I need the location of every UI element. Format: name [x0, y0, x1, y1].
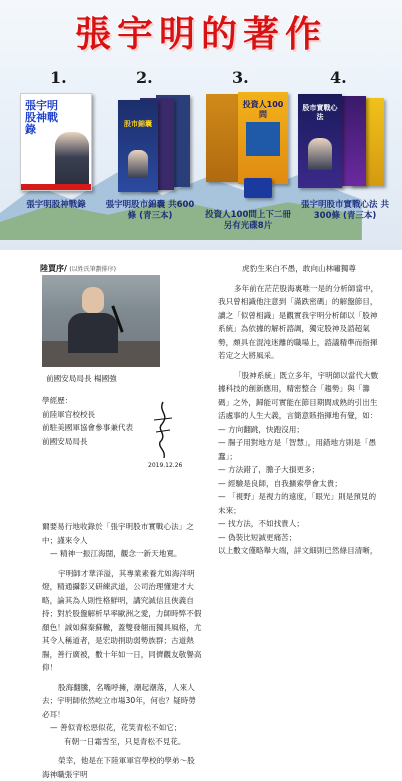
signature-date: 2019.12.26 [148, 462, 183, 469]
book-cover-title: 投資人100問 [242, 100, 284, 119]
book-caption: 投資人100問上下二冊 另有光碟8片 [205, 210, 291, 231]
body-paragraph: 宇明師才華洋溢，其專業素養尤如海洋明燈，精通攝影又研練武道，公司治理懂建才大略，論其為人則性格鮮明，講究誠信且俠義自持；對於股盤解析早率歐洲之愛，力師時弊不假顏色！誠如蘇秦蘇轍，蓋雙發翹而獨具風格，尤其令人稱道者，是宏助捐助弱勢族群；古道熱腸，善行廣被，數十年如一日，同儕觀友敬譽高仰！ [42, 568, 202, 672]
banner-title: 張宇明的著作 [74, 13, 327, 55]
book-number: 3. [232, 68, 249, 87]
cd-case-icon [244, 178, 272, 198]
book-cover-title: 股市實戰心法 [302, 104, 338, 121]
bullet-item: — 腸子用對地方是「智慧」，用錯地方則是「愚蠢」； [218, 438, 377, 461]
preface-heading: 陸賈序/ [40, 264, 67, 273]
author-portrait [55, 132, 89, 188]
book-cover [206, 94, 238, 182]
credential-item: 前國安局局長 [42, 436, 88, 446]
book-number: 4. [330, 68, 347, 87]
preface-right-column [218, 262, 380, 558]
speaker-head [82, 287, 104, 313]
signature-icon [148, 400, 178, 460]
bullet-item: — 經驗是良師，自我擴索學會太貴； [218, 478, 342, 488]
book-cover-title: 股市錦囊 [124, 120, 152, 128]
author-portrait [308, 138, 332, 170]
body-paragraph: 榮幸，他是在下陸軍軍官學校的學弟～股海神職張宇明 [42, 756, 195, 779]
banner [0, 0, 402, 250]
book-caption: 張宇明股市實戰心法 共300條 (青三本) [301, 200, 389, 221]
author-photo [42, 275, 160, 367]
book-cover-art [246, 122, 280, 156]
body-quote: — 精神一振江海闊，觀念一新天地寬。 [50, 549, 182, 558]
speaker-suit [68, 313, 118, 353]
bullet-item: — 「視野」是視力的遠度，「眼光」則是預見的未來； [218, 492, 377, 515]
book-cover [20, 93, 92, 191]
body-paragraph: 「股神系統」既立多年，宇明師以當代大數據科技的創新應用，精密整合「趨勢」與「籌碼」之外，歸能可實能在節目期間成熟的引出生活處事的人生大義，言簡意賅指揮地有覺，如： [218, 370, 379, 420]
author-portrait [128, 150, 148, 178]
book-cover-title: 張宇明股神戰錄 [25, 99, 58, 136]
body-paragraph: 爾要易行地收錄於「張宇明股市實戰心法」之中；謹來令人 [42, 522, 194, 545]
credential-item: 前陸軍官校校長 [42, 409, 96, 419]
photo-caption: 前國安局局長 楊國強 [46, 374, 117, 383]
bullet-item: — 偽裝比短誠更痛苦； [218, 532, 297, 542]
book-cover [118, 100, 158, 192]
body-quote: 有朝一日霜雪至，只見青松不見花。 [64, 736, 186, 746]
body-quote: — 善似青松惡似花，花笑青松不如它； [50, 723, 182, 732]
book-stripe [21, 184, 91, 190]
book-cover [298, 94, 342, 188]
credentials-label: 學經歷： [42, 396, 73, 405]
body-paragraph: 股海翻騰，名嘴呼擁，潮起潮落，人來人去；宇明師依然屹立市場30年，何也？疑時勞必耳！ [42, 682, 196, 719]
right-epigraph: 虎豹生來白不愚，敢向山林嘯獨尊 [242, 264, 356, 273]
book-cover [238, 92, 288, 184]
book-number: 2. [136, 68, 153, 87]
book-caption: 張宇明股神戰錄 [26, 200, 86, 210]
preface-heading-note: (以姓氏筆劃排序) [69, 266, 117, 273]
book-caption: 張宇明股市錦囊 共600條 (青三本) [105, 200, 195, 221]
credential-item: 前駐美國軍協會參事兼代表 [42, 423, 134, 432]
book-number: 1. [50, 68, 67, 87]
bullet-item: — 找方法，不如找貴人； [218, 519, 304, 528]
bullet-item: — 方法錯了，膽子大損更多； [218, 465, 320, 474]
bullet-item: — 方向翻跳，快跑沒用； [218, 424, 304, 434]
body-paragraph: 多年前在茫茫股海裏唯一是的分析師當中，我只曾相識他注意到「滿跌密碼」的解盤節目，讀之「似曾相識」是觀實我宇明分析師以「股神系統」為依據的解析諮調，獨定股神及諮超氣勢，頗具在混沌迷離的職場上，諮議精準而指揮若定之大將風采。 [218, 283, 379, 360]
preface-body [42, 520, 202, 781]
closing-line: 以上數文僅略舉大端，詳文細則已然條目清晰， [218, 546, 378, 555]
